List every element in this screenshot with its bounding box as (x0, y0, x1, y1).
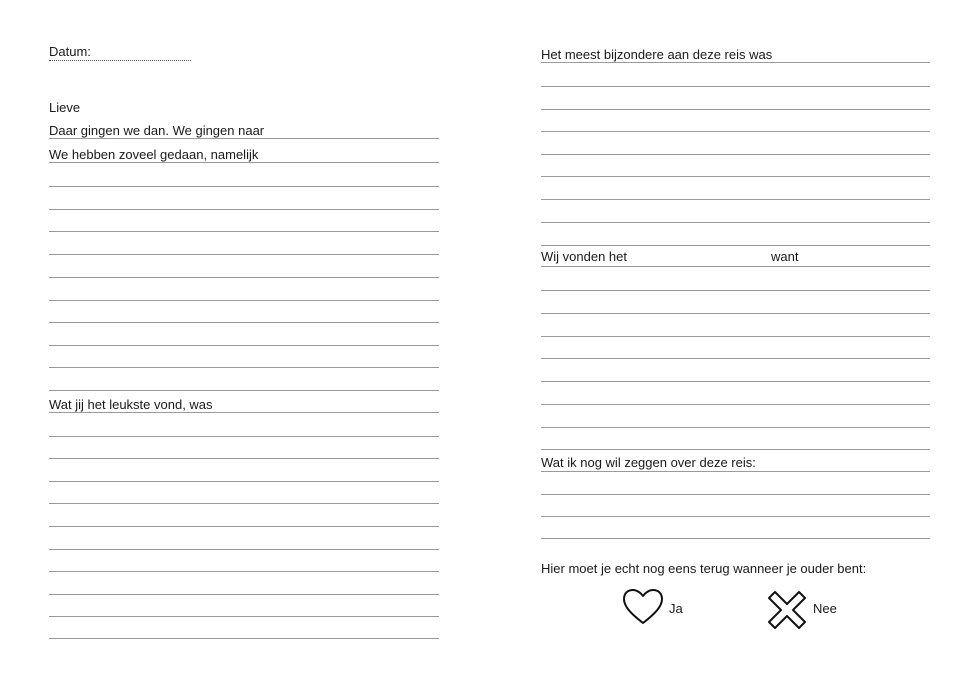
writing-line[interactable] (541, 336, 930, 337)
writing-line[interactable] (541, 313, 930, 314)
writing-line[interactable] (49, 616, 439, 617)
datum-field[interactable] (49, 60, 191, 61)
vonden-label: Wij vonden het (541, 249, 627, 264)
writing-line[interactable] (49, 436, 439, 437)
writing-line[interactable] (541, 358, 930, 359)
cross-icon[interactable] (767, 590, 807, 630)
writing-line[interactable] (49, 549, 439, 550)
writing-line[interactable] (49, 186, 439, 187)
writing-line[interactable] (49, 526, 439, 527)
datum-label: Datum: (49, 44, 91, 59)
bijzonder-line[interactable] (541, 62, 930, 63)
writing-line[interactable] (49, 481, 439, 482)
gingen-label: Daar gingen we dan. We gingen naar (49, 123, 265, 138)
writing-line[interactable] (541, 516, 930, 517)
zeggen-line[interactable] (541, 471, 930, 472)
gingen-line[interactable] (49, 138, 439, 139)
writing-line[interactable] (541, 427, 930, 428)
writing-line[interactable] (49, 458, 439, 459)
writing-line[interactable] (49, 638, 439, 639)
writing-line[interactable] (49, 300, 439, 301)
bijzonder-label: Het meest bijzondere aan deze reis was (541, 47, 773, 62)
writing-line[interactable] (49, 209, 439, 210)
terug-label: Hier moet je echt nog eens terug wanneer je ouder bent: (541, 561, 867, 576)
gedaan-line[interactable] (49, 162, 439, 163)
writing-line[interactable] (49, 345, 439, 346)
writing-line[interactable] (541, 86, 930, 87)
writing-line[interactable] (49, 503, 439, 504)
writing-line[interactable] (541, 494, 930, 495)
zeggen-label: Wat ik nog wil zeggen over deze reis: (541, 455, 756, 470)
want-label: want (771, 249, 799, 264)
writing-line[interactable] (541, 199, 930, 200)
writing-line[interactable] (541, 176, 930, 177)
writing-line[interactable] (49, 231, 439, 232)
vonden-line[interactable] (541, 266, 930, 267)
leukste-label: Wat jij het leukste vond, was (49, 397, 213, 412)
writing-line[interactable] (541, 154, 930, 155)
writing-line[interactable] (541, 222, 930, 223)
ja-label: Ja (669, 601, 683, 616)
gedaan-label: We hebben zoveel gedaan, namelijk (49, 147, 259, 162)
lieve-label: Lieve (49, 100, 81, 115)
writing-line[interactable] (541, 449, 930, 450)
writing-line[interactable] (49, 322, 439, 323)
writing-line[interactable] (49, 390, 439, 391)
writing-line[interactable] (541, 290, 930, 291)
writing-line[interactable] (541, 381, 930, 382)
writing-line[interactable] (541, 109, 930, 110)
nee-label: Nee (813, 601, 837, 616)
writing-line[interactable] (49, 277, 439, 278)
writing-line[interactable] (541, 538, 930, 539)
writing-line[interactable] (541, 245, 930, 246)
heart-icon[interactable] (622, 588, 664, 626)
writing-line[interactable] (541, 131, 930, 132)
writing-line[interactable] (49, 571, 439, 572)
leukste-line[interactable] (49, 412, 439, 413)
writing-line[interactable] (49, 254, 439, 255)
writing-line[interactable] (49, 594, 439, 595)
writing-line[interactable] (541, 404, 930, 405)
writing-line[interactable] (49, 367, 439, 368)
